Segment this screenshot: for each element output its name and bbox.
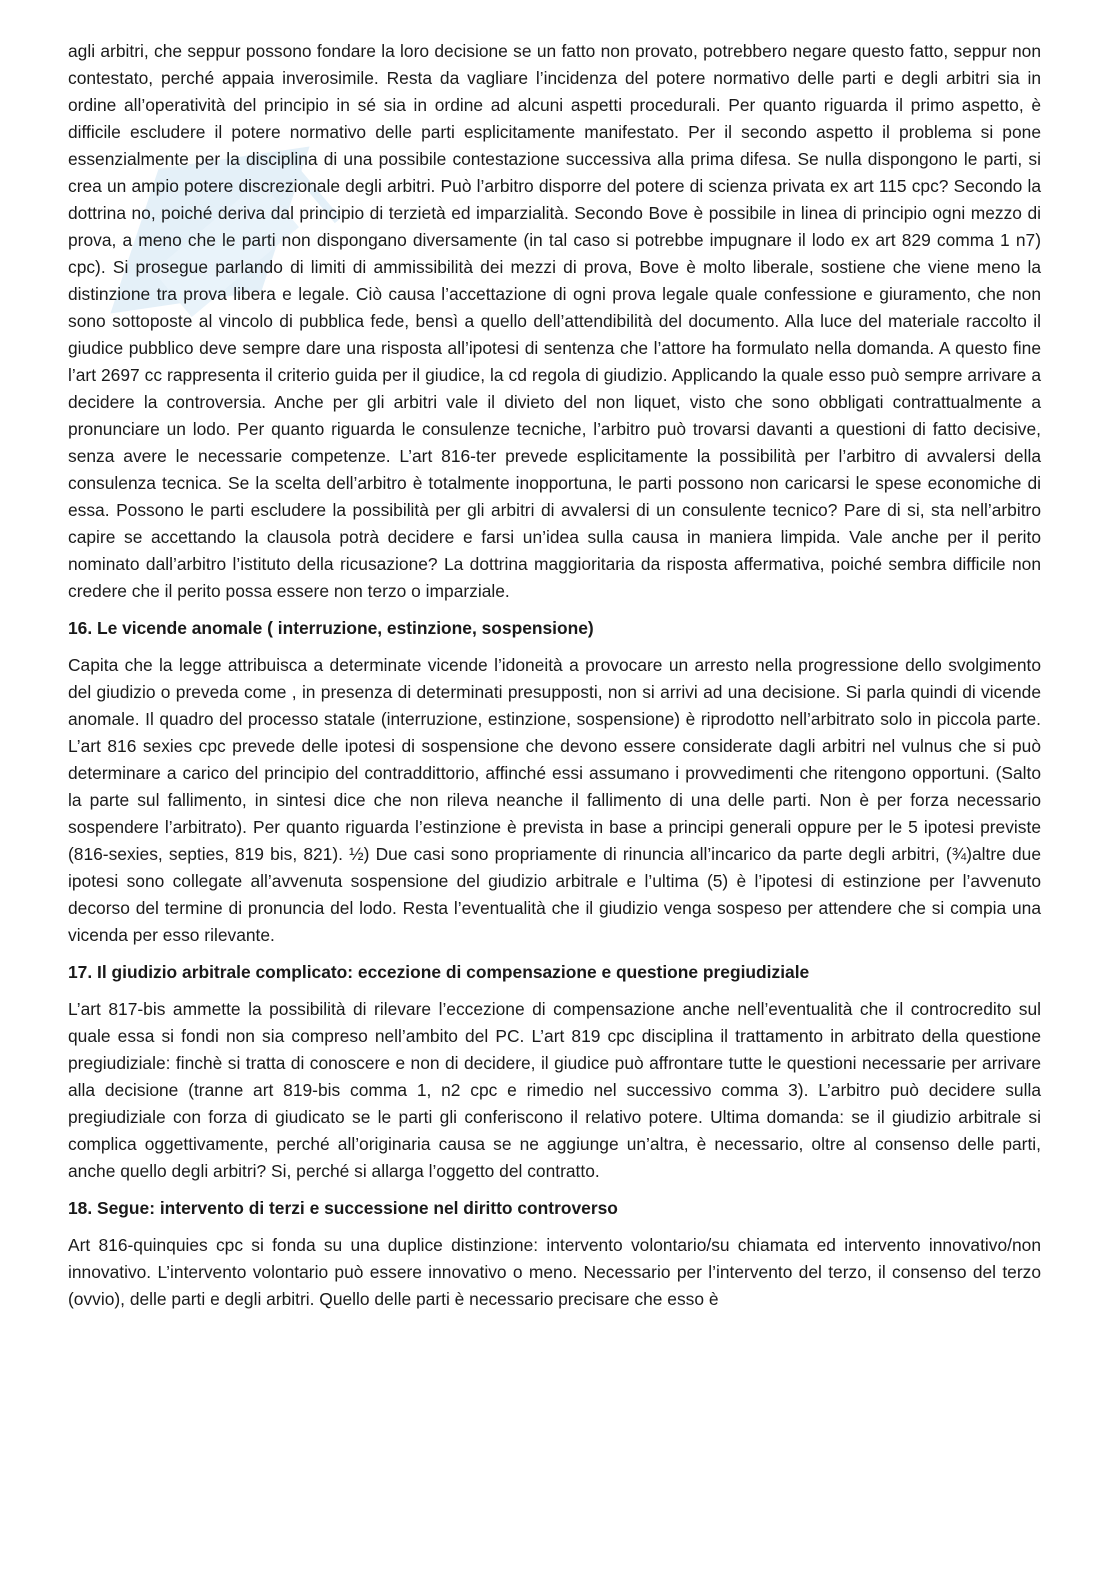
paragraph-vicende-anomale: Capita che la legge attribuisca a determinate vicende l’idoneità a provocare un arresto nella progressione dello svolgimento del giudizio o preveda come , in presenza di determinati presupposti, non si arrivi ad una decisione. Si parla quindi di vicende anomale. Il quadro del processo statale (interruzione, estinzione, sospensione) è riprodotto nell’arbitrato solo in piccola parte. L’art 816 sexies cpc prevede delle ipotesi di sospensione che devono essere considerate dagli arbitri nel vulnus che si può determinare a carico del principio del contraddittorio, affinché essi assumano i provvedimenti che ritengono opportuni. (Salto la parte sul fallimento, in sintesi dice che non rileva neanche il fallimento di una delle parti. Non è per forza necessario sospendere l’arbitrato). Per quanto riguarda l’estinzione è prevista in base a principi generali oppure per le 5 ipotesi previste (816-sexies, septies, 819 bis, 821). ½) Due casi sono propriamente di rinuncia all’incarico da parte degli arbitri, (¾)altre due ipotesi sono collegate all’avvenuta sospensione del giudizio arbitrale e l’ultima (5) è l’ipotesi di estinzione per l’avvenuto decorso del termine di pronuncia del lodo. Resta l’eventualità che il giudizio venga sospeso per attendere che si compia una vicenda per esso rilevante. <box>68 655 1041 945</box>
heading-section-17: 17. Il giudizio arbitrale complicato: eccezione di compensazione e questione pregiudiziale <box>68 962 810 982</box>
paragraph-prove: agli arbitri, che seppur possono fondare la loro decisione se un fatto non provato, potrebbero negare questo fatto, seppur non contestato, perché appaia inverosimile. Resta da vagliare l’incidenza del potere normativo delle parti e degli arbitri sia in ordine all’operatività del principio in sé sia in ordine ad alcuni aspetti procedurali. Per quanto riguarda il primo aspetto, è difficile escludere il potere normativo delle parti esplicitamente manifestato. Per il secondo aspetto il problema si pone essenzialmente per la disciplina di una possibile contestazione successiva alla prima difesa. Se nulla dispongono le parti, si crea un ampio potere discrezionale degli arbitri. Può l’arbitro disporre del potere di scienza privata ex art 115 cpc? Secondo la dottrina no, poiché deriva dal principio di terzietà ed imparzialità. Secondo Bove è possibile in linea di principio ogni mezzo di prova, a meno che le parti non dispongano diversamente (in tal caso si potrebbe impugnare il lodo ex art 829 comma 1 n7) cpc). Si prosegue parlando di limiti di ammissibilità dei mezzi di prova, Bove è molto liberale, sostiene che viene meno la distinzione tra prova libera e legale. Ciò causa l’accettazione di ogni prova legale quale confessione e giuramento, che non sono sottoposte al vincolo di pubblica fede, bensì a quello dell’attendibilità del documento. Alla luce del materiale raccolto il giudice pubblico deve sempre dare una risposta all’ipotesi di sentenza che l’attore ha formulato nella domanda. A questo fine l’art 2697 cc rappresenta il criterio guida per il giudice, la cd regola di giudizio. Applicando la quale esso può sempre arrivare a decidere la controversia. Anche per gli arbitri vale il divieto del non liquet, visto che sono obbligati contrattualmente a pronunciare un lodo. Per quanto riguarda le consulenze tecniche, l’arbitro può trovarsi davanti a questioni di fatto decisive, senza avere le necessarie competenze. L’art 816-ter prevede esplicitamente la possibilità per l’arbitro di avvalersi della consulenza tecnica. Se la scelta dell’arbitro è totalmente inopportuna, le parti possono non caricarsi le spese economiche di essa. Possono le parti escludere la possibilità per gli arbitri di avvalersi di un consulente tecnico? Pare di si, sta nell’arbitro capire se accettando la clausola potrà decidere e farsi un’idea sulla causa in maniera limpida. Vale anche per il perito nominato dall’arbitro l’istituto della ricusazione? La dottrina maggioritaria da risposta affermativa, poiché sembra difficile non credere che il perito possa essere non terzo o imparziale. <box>68 41 1041 601</box>
paragraph-intervento-terzi: Art 816-quinquies cpc si fonda su una duplice distinzione: intervento volontario/su chiamata ed intervento innovativo/non innovativo. L’intervento volontario può essere innovativo o meno. Necessario per l’intervento del terzo, il consenso del terzo (ovvio), delle parti e degli arbitri. Quello delle parti è necessario precisare che esso è <box>68 1235 1041 1309</box>
heading-section-16: 16. Le vicende anomale ( interruzione, estinzione, sospensione) <box>68 618 594 638</box>
document-page <box>68 38 1041 1313</box>
paragraph-giudizio-complicato: L’art 817-bis ammette la possibilità di rilevare l’eccezione di compensazione anche nell’eventualità che il controcredito sul quale essa si fondi non sia compreso nell’ambito del PC. L’art 819 cpc disciplina il trattamento in arbitrato della questione pregiudiziale: finchè si tratta di conoscere e non di decidere, il giudice può affrontare tutte le questioni necessarie per arrivare alla decisione (tranne art 819-bis comma 1, n2 cpc e rimedio nel successivo comma 3). L’arbitro può decidere sulla pregiudiziale con forza di giudicato se le parti gli conferiscono il relativo potere. Ultima domanda: se il giudizio arbitrale si complica oggettivamente, perché all’originaria causa se ne aggiunge un’altra, è necessario, oltre al consenso delle parti, anche quello degli arbitri? Si, perché si allarga l’oggetto del contratto. <box>68 999 1041 1181</box>
heading-section-18: 18. Segue: intervento di terzi e successione nel diritto controverso <box>68 1198 618 1218</box>
